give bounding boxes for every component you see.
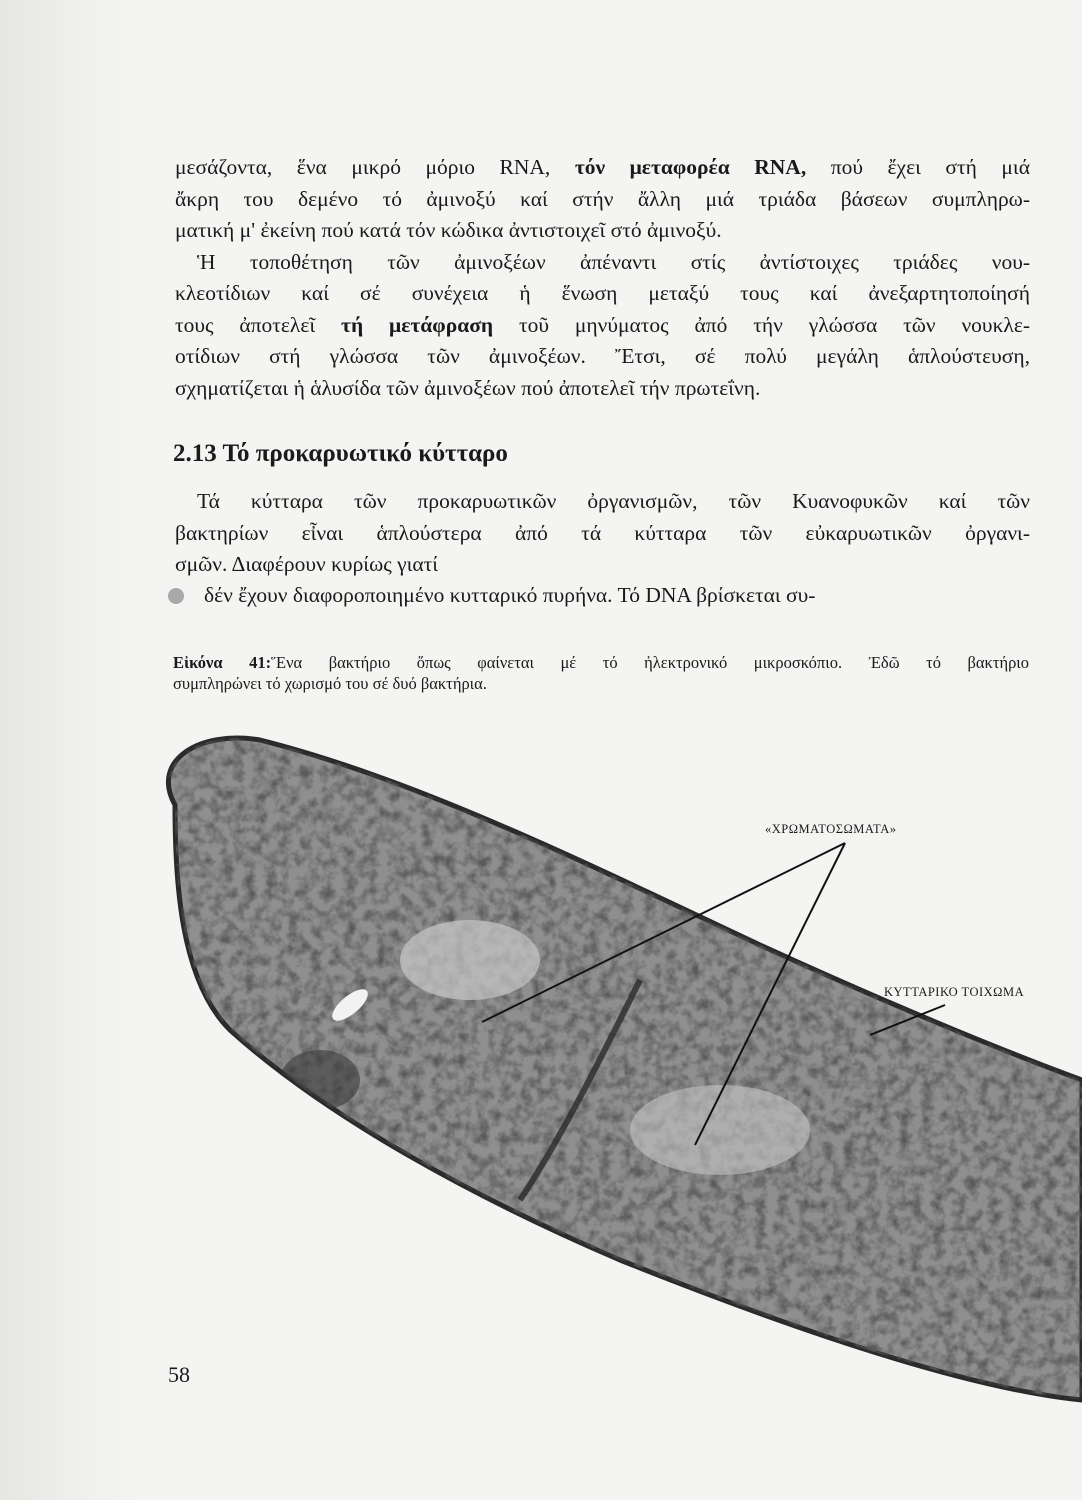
- text-segment: ἄκρη του δεμένο τό ἀμινοξύ καί στήν ἄλλη μιά τριάδα βάσεων συμπληρω-: [175, 186, 1030, 211]
- text-line: [175, 341, 1030, 373]
- bold-term: τή μετάφραση: [341, 312, 494, 337]
- paragraph-prokaryotic: [175, 486, 1030, 581]
- bullet-item: [204, 580, 1030, 612]
- text-segment: τοῦ μηνύματος ἀπό τήν γλώσσα τῶν νουκλε-: [493, 312, 1031, 337]
- text-segment: Τά κύτταρα τῶν προκαρυωτικῶν ὀργανισμῶν, τῶν Κυανοφυκῶν καί τῶν: [197, 489, 1030, 513]
- text-segment: συμπληρώνει τό χωρισμό του σέ δυό βακτήρια.: [173, 674, 487, 693]
- page-number: 58: [168, 1362, 190, 1387]
- text-segment: κλεοτίδιων καί σέ συνέχεια ἡ ἕνωση μεταξύ τους καί ἀνεξαρτητοποίησή: [175, 281, 1030, 305]
- text-line: [173, 673, 1029, 694]
- text-segment: ματική μ' ἐκείνη πού κατά τόν κώδικα ἀντιστοιχεῖ στό ἀμινοξύ.: [175, 218, 722, 242]
- section-heading: 2.13 Τό προκαρυωτικό κύτταρο: [173, 440, 508, 467]
- text-segment: πού ἔχει στή μιά: [806, 155, 1030, 179]
- bacterium-body: [0, 700, 1082, 1420]
- text-line: [175, 310, 1030, 342]
- bold-term: τόν μεταφορέα RNA,: [574, 155, 807, 179]
- label-chromosomes: «ΧΡΩΜΑΤΟΣΩΜΑΤΑ»: [765, 822, 897, 836]
- text-segment: βακτηρίων εἶναι ἁπλούστερα ἀπό τά κύτταρα τῶν εὐκαρυωτικῶν ὀργανι-: [175, 520, 1030, 545]
- text-segment: μεσάζοντα, ἕνα μικρό μόριο RNA,: [175, 155, 575, 179]
- text-segment: οτίδιων στή γλώσσα τῶν ἀμινοξέων. Ἔτσι, σέ πολύ μεγάλη ἁπλούστευση,: [175, 344, 1030, 368]
- text-line: [175, 184, 1030, 216]
- text-line: [175, 247, 1030, 279]
- label-cell-wall: ΚΥΤΤΑΡΙΚΟ ΤΟΙΧΩΜΑ: [884, 985, 1025, 999]
- text-line: [204, 580, 1030, 612]
- text-segment: δέν ἔχουν διαφοροποιημένο κυτταρικό πυρήνα. Τό DNA βρίσκεται συ-: [204, 583, 816, 607]
- text-segment: Ἕνα βακτήριο ὅπως φαίνεται μέ τό ἠλεκτρονικό μικροσκόπιο. Ἐδῶ τό βακτήριο: [271, 653, 1029, 672]
- text-line: [175, 486, 1030, 518]
- text-line: [175, 518, 1030, 550]
- figure-caption: [173, 652, 1029, 694]
- text-segment: σμῶν. Διαφέρουν κυρίως γιατί: [175, 552, 439, 576]
- text-segment: τους ἀποτελεῖ: [175, 312, 342, 337]
- text-segment: σχηματίζεται ἡ ἁλυσίδα τῶν ἀμινοξέων πού ἀποτελεῖ τήν πρωτεΐνη.: [175, 375, 761, 400]
- text-line: [173, 652, 1029, 673]
- text-segment: Ἡ τοποθέτηση τῶν ἀμινοξέων ἀπέναντι στίς ἀντίστοιχες τριάδες νου-: [197, 249, 1030, 274]
- text-line: [175, 215, 1030, 247]
- bullet-icon: [168, 588, 184, 604]
- paragraph-translation: [175, 152, 1030, 404]
- text-line: [175, 549, 1030, 581]
- text-line: [175, 152, 1030, 184]
- bacterium-micrograph: [0, 700, 1082, 1420]
- text-line: [175, 278, 1030, 310]
- bold-term: Εἰκόνα 41:: [173, 653, 272, 672]
- text-line: [175, 373, 1030, 405]
